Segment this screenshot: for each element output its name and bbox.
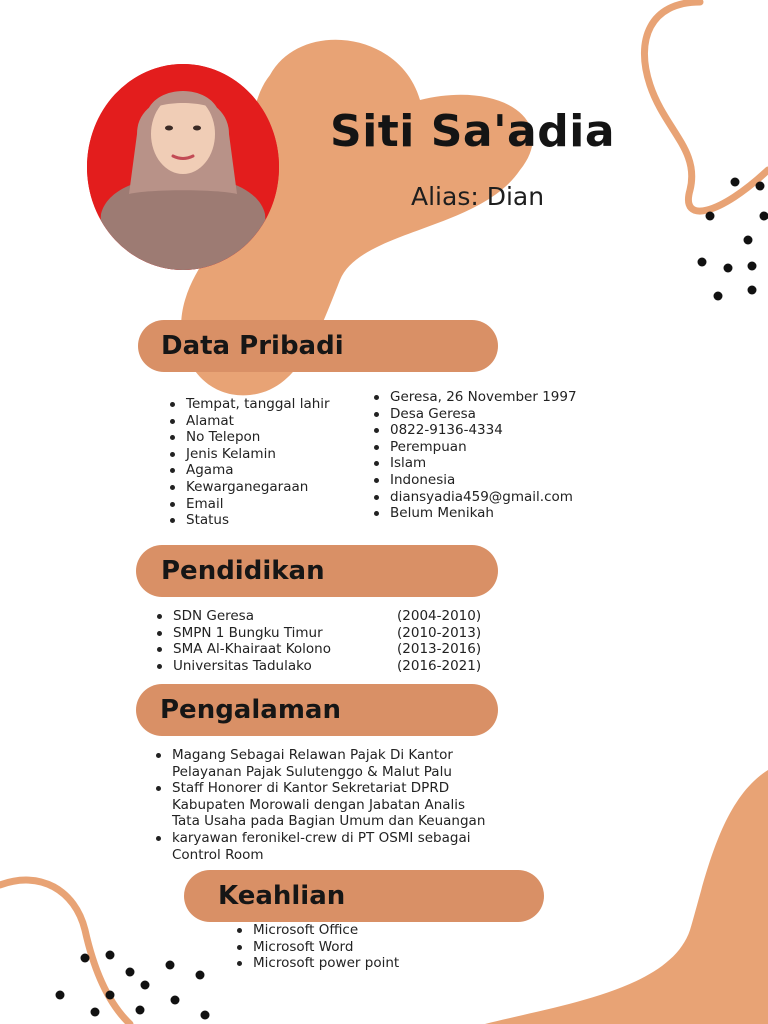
person-name: Siti Sa'adia [330,106,616,157]
decorative-dot [748,262,757,271]
decorative-dot [698,258,707,267]
keahlian-list [235,922,399,972]
list-item: Kewarganegaraan [168,479,330,496]
orange-curve-topright [644,2,768,211]
decorative-dot [756,182,765,191]
list-item: Microsoft power point [235,955,399,972]
list-item [155,608,482,625]
decorative-dot [706,212,715,221]
decorative-dot [81,954,90,963]
list-item: karyawan feronikel-crew di PT OSMI sebagai Control Room [154,830,485,863]
school-years: (2010-2013) [397,624,482,641]
decorative-dot [126,968,135,977]
list-item: Indonesia [372,472,577,489]
list-item: Geresa, 26 November 1997 [372,389,577,406]
school-years: (2016-2021) [397,657,482,674]
list-item: Islam [372,455,577,472]
decorative-dot [201,1011,210,1020]
list-item: Alamat [168,413,330,430]
dot-cluster-bottomleft [56,951,210,1020]
list-item: Belum Menikah [372,505,577,522]
school-name: SMPN 1 Bungku Timur [173,624,323,641]
decorative-dot [56,991,65,1000]
section-title: Keahlian [218,881,346,911]
decorative-dot [731,178,740,187]
list-item: No Telepon [168,429,330,446]
person-alias: Alias: Dian [411,182,545,211]
list-item: Magang Sebagai Relawan Pajak Di Kantor Pelayanan Pajak Sulutenggo & Malut Palu [154,747,485,780]
section-header-pendidikan [136,545,498,597]
profile-photo-illustration [87,64,279,270]
list-item [155,624,482,642]
pengalaman-list [154,747,485,863]
list-item: Perempuan [372,439,577,456]
school-name: Universitas Tadulako [173,657,312,674]
list-item: Agama [168,462,330,479]
list-item: Jenis Kelamin [168,446,330,463]
school-name: SMA Al-Khairaat Kolono [173,641,331,658]
list-item: Email [168,496,330,513]
section-title: Pengalaman [160,695,341,725]
school-years: (2004-2010) [397,608,482,624]
decorative-dot [714,292,723,301]
list-item: Microsoft Office [235,922,399,939]
list-item: Staff Honorer di Kantor Sekretariat DPRD Kabupaten Morowali dengan Jabatan Analis Tata Usaha pada Bagian Umum dan Keuangan [154,780,485,830]
section-header-data-pribadi [138,320,498,372]
decorative-dot [724,264,733,273]
section-title: Data Pribadi [161,331,344,361]
data-pribadi-labels [168,396,330,529]
list-item: 0822-9136-4334 [372,422,577,439]
school-name: SDN Geresa [173,608,254,624]
section-header-pengalaman [136,684,498,736]
decorative-dot [760,212,768,221]
decorative-dot [171,996,180,1005]
school-years: (2013-2016) [397,641,482,658]
decorative-dot [106,991,115,1000]
decorative-dot [91,1008,100,1017]
decorative-dot [166,961,175,970]
decorative-dot [141,981,150,990]
list-item: diansyadia459@gmail.com [372,489,577,506]
list-item: Tempat, tanggal lahir [168,396,330,413]
decorative-dot [744,236,753,245]
decorative-dot [106,951,115,960]
data-pribadi-values [372,389,577,522]
list-item: Status [168,512,330,529]
list-item: Desa Geresa [372,406,577,423]
decorative-dot [196,971,205,980]
section-header-keahlian [184,870,544,922]
list-item [155,657,482,675]
list-item: Microsoft Word [235,939,399,956]
decorative-dot [748,286,757,295]
section-title: Pendidikan [161,556,325,586]
pendidikan-list [155,608,482,674]
list-item [155,641,482,658]
profile-photo [87,64,279,270]
decorative-dot [136,1006,145,1015]
